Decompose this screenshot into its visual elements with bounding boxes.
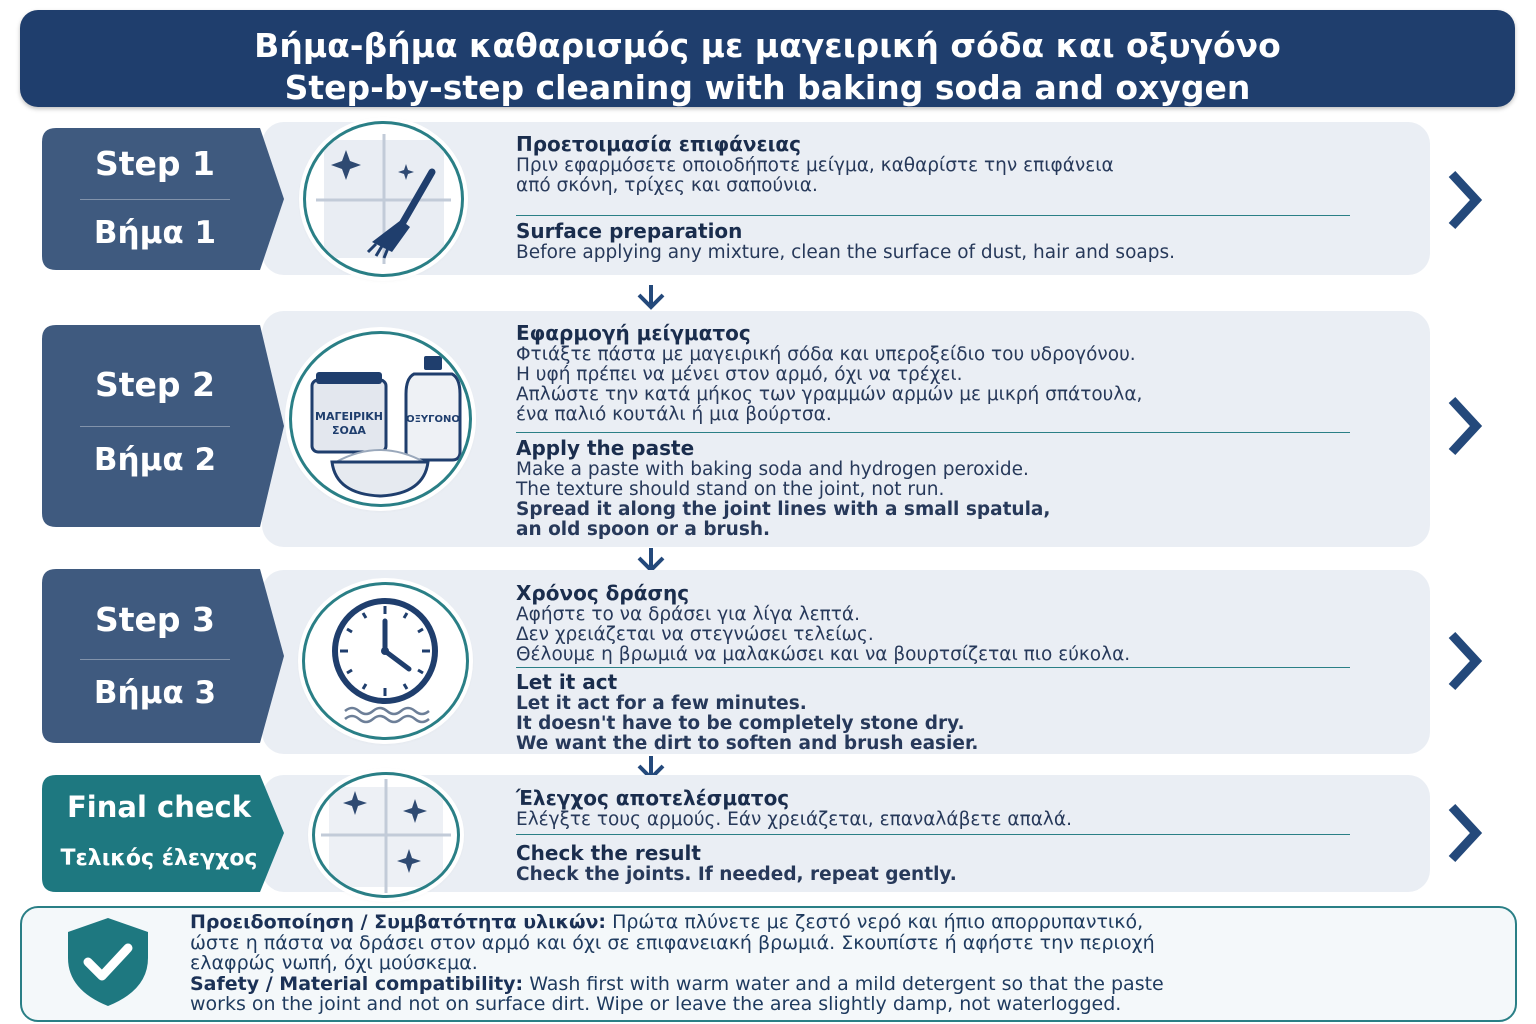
warning-label-en: Safety / Material compatibility: bbox=[190, 972, 524, 995]
warning-text-el-3: ελαφρώς νωπή, όχι μούσκεμα. bbox=[190, 952, 478, 974]
final-check-text bbox=[516, 787, 1072, 830]
step-2-line-en-3: Spread it along the joint lines with a small spatula, bbox=[516, 499, 1051, 520]
step-2-divider bbox=[516, 432, 1350, 433]
step-3-line-el-3: Θέλουμε η βρωμιά να μαλακώσει και να βουρτσίζεται πιο εύκολα. bbox=[516, 644, 1131, 665]
step-2-text bbox=[516, 322, 1142, 425]
step-2-label-en: Step 2 bbox=[95, 365, 215, 404]
step-1-label-en: Step 1 bbox=[95, 144, 215, 183]
step-2-line-el-1: Φτιάξτε πάστα με μαγειρική σόδα και υπεροξείδιο του υδρογόνου. bbox=[516, 344, 1136, 365]
step-1-label-el: Βήμα 1 bbox=[93, 215, 217, 251]
step-3-title-el: Χρόνος δράσης bbox=[516, 581, 690, 605]
final-check-text-en bbox=[516, 842, 957, 885]
sparkling-tiles-icon bbox=[312, 772, 460, 898]
final-check-line-el-1: Ελέγξτε τους αρμούς. Εάν χρειάζεται, επαναλάβετε απαλά. bbox=[516, 809, 1072, 830]
step-1-divider bbox=[516, 215, 1350, 216]
step-3-badge bbox=[42, 569, 284, 743]
step-3-line-en-2: It doesn't have to be completely stone dry. bbox=[516, 713, 965, 734]
chevron-right-icon bbox=[1446, 803, 1486, 863]
step-3-line-el-2: Δεν χρειάζεται να στεγνώσει τελείως. bbox=[516, 624, 874, 645]
step-2-line-en-1: Make a paste with baking soda and hydrogen peroxide. bbox=[516, 459, 1029, 480]
final-check-title-en: Check the result bbox=[516, 841, 701, 865]
final-check-badge bbox=[42, 775, 284, 892]
step-3-divider bbox=[516, 667, 1350, 668]
step-3-text bbox=[516, 582, 1130, 665]
page-title-greek: Βήμα-βήμα καθαρισμός με μαγειρική σόδα και οξυγόνο bbox=[254, 26, 1281, 65]
step-1-text bbox=[516, 133, 1114, 196]
step-3-line-en-3: We want the dirt to soften and brush easier. bbox=[516, 733, 979, 754]
final-check-title-el: Έλεγχος αποτελέσματος bbox=[516, 786, 790, 810]
warning-text-en-2: works on the joint and not on surface dirt. Wipe or leave the area slightly damp, not waterlogged. bbox=[190, 993, 1122, 1015]
arrow-down-icon bbox=[633, 283, 669, 311]
page-header bbox=[20, 10, 1515, 107]
chevron-right-icon bbox=[1446, 631, 1486, 691]
step-1-line-el-1: Πριν εφαρμόσετε οποιοδήποτε μείγμα, καθαρίστε την επιφάνεια bbox=[516, 155, 1114, 176]
clock-icon bbox=[302, 582, 469, 740]
step-1-title-el: Προετοιμασία επιφάνειας bbox=[516, 132, 802, 156]
step-2-title-el: Εφαρμογή μείγματος bbox=[516, 321, 751, 345]
chevron-right-icon bbox=[1446, 396, 1486, 456]
jar-label-2: ΣΟΔΑ bbox=[332, 424, 366, 437]
shield-check-icon bbox=[64, 916, 152, 1008]
step-2-title-en: Apply the paste bbox=[516, 436, 695, 460]
step-2-line-en-4: an old spoon or a brush. bbox=[516, 519, 771, 540]
step-2-line-el-2: Η υφή πρέπει να μένει στον αρμό, όχι να τρέχει. bbox=[516, 364, 963, 385]
safety-warning-text bbox=[190, 912, 1164, 1015]
step-2-label-el: Βήμα 2 bbox=[93, 442, 217, 478]
final-check-label-el: Τελικός έλεγχος bbox=[60, 846, 258, 871]
warning-label-el: Προειδοποίηση / Συμβατότητα υλικών: bbox=[190, 911, 607, 933]
step-3-label-en: Step 3 bbox=[95, 600, 215, 639]
step-3-line-en-1: Let it act for a few minutes. bbox=[516, 693, 807, 714]
warning-text-el-1: Πρώτα πλύνετε με ζεστό νερό και ήπιο απορρυπαντικό, bbox=[606, 911, 1144, 933]
step-2-text-en bbox=[516, 437, 1050, 540]
step-1-line-en-1: Before applying any mixture, clean the surface of dust, hair and soaps. bbox=[516, 242, 1175, 263]
step-2-line-el-3: Απλώστε την κατά μήκος των γραμμών αρμών με μικρή σπάτουλα, bbox=[516, 384, 1143, 405]
baking-soda-peroxide-icon bbox=[289, 331, 472, 507]
step-3-line-el-1: Αφήστε το να δράσει για λίγα λεπτά. bbox=[516, 604, 861, 625]
badge-shape bbox=[42, 569, 284, 743]
step-2-line-en-2: The texture should stand on the joint, not run. bbox=[516, 479, 945, 500]
final-check-divider bbox=[516, 834, 1350, 835]
step-3-label-el: Βήμα 3 bbox=[93, 675, 217, 711]
final-check-label-en: Final check bbox=[67, 790, 251, 824]
final-check-line-en-1: Check the joints. If needed, repeat gently. bbox=[516, 864, 957, 885]
page-title-english: Step-by-step cleaning with baking soda and oxygen bbox=[284, 68, 1251, 107]
warning-text-en-1: Wash first with warm water and a mild detergent so that the paste bbox=[523, 972, 1164, 995]
safety-warning-box bbox=[20, 906, 1517, 1022]
chevron-right-icon bbox=[1446, 170, 1486, 230]
step-1-line-el-2: από σκόνη, τρίχες και σαπούνια. bbox=[516, 175, 818, 196]
step-1-title-en: Surface preparation bbox=[516, 219, 743, 243]
step-2-badge bbox=[42, 325, 284, 527]
tile-brush-icon bbox=[303, 121, 464, 277]
step-1-text-en bbox=[516, 220, 1175, 263]
warning-text-el-2: ώστε η πάστα να δράσει στον αρμό και όχι σε επιφανειακή βρωμιά. Σκουπίστε ή αφήστε την περιοχή bbox=[190, 931, 1155, 954]
bottle-label: ΟΞΥΓΟΝΟ bbox=[406, 414, 460, 425]
step-1-badge bbox=[42, 128, 284, 270]
step-3-title-en: Let it act bbox=[516, 670, 618, 694]
jar-label-1: ΜΑΓΕΙΡΙΚΗ bbox=[315, 410, 383, 423]
step-2-line-el-4: ένα παλιό κουτάλι ή μια βούρτσα. bbox=[516, 404, 832, 425]
step-3-text-en bbox=[516, 671, 978, 754]
